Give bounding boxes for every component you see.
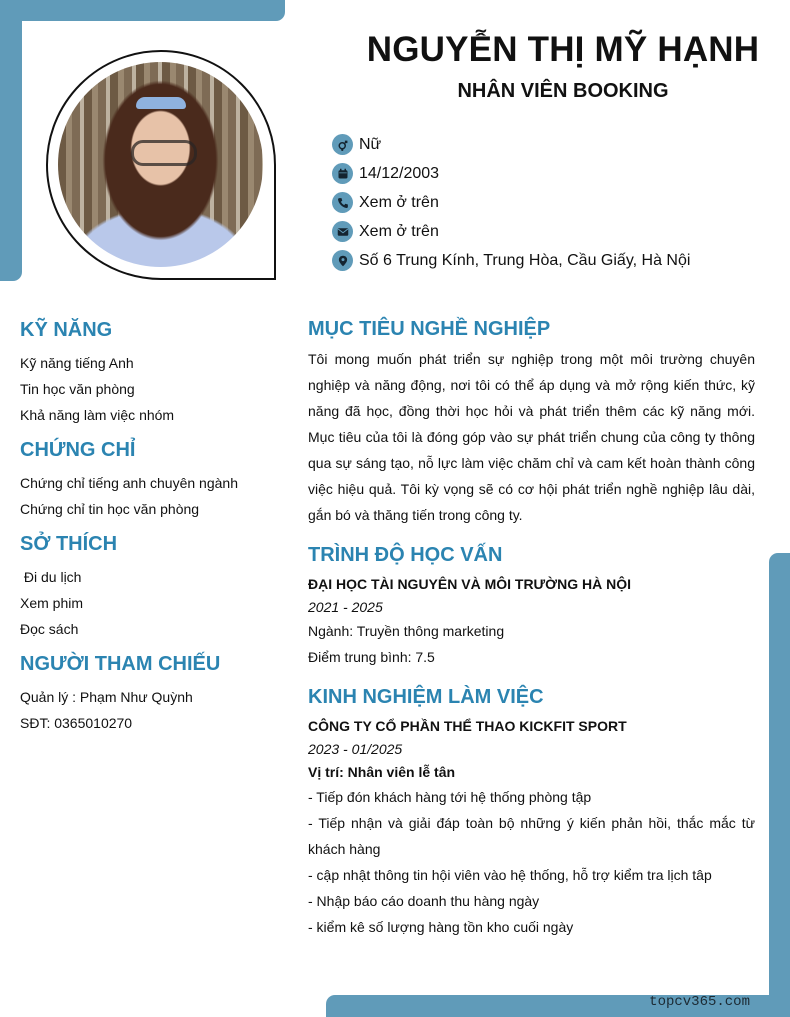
contact-phone bbox=[332, 188, 690, 217]
education-section bbox=[308, 540, 755, 670]
hobbies-section bbox=[20, 530, 285, 642]
objective-text: Tôi mong muốn phát triển sự nghiệp trong một môi trường chuyên nghiệp và năng động, nơi tôi có thể áp dụng và mở rộng kiến thức, kỹ năng đã học, đồng thời học hỏi và phát triển thêm các kỹ năng mới. Mục tiêu của tôi là đóng góp vào sự phát triển chung của công ty thông qua sự sáng tạo, nỗ lực làm việc chăm chỉ và cam kết hoàn thành công việc hiệu quả. Tôi kỳ vọng sẽ có cơ hội phát triển nghề nghiệp lâu dài, gắn bó và thăng tiến trong công ty. bbox=[308, 351, 755, 523]
objective-section bbox=[308, 314, 755, 528]
job-title: NHÂN VIÊN BOOKING bbox=[457, 80, 669, 102]
reference-item: SĐT: 0365010270 bbox=[20, 715, 133, 731]
experience-title: KINH NGHIỆM LÀM VIỆC bbox=[308, 686, 544, 708]
references-title: NGƯỜI THAM CHIẾU bbox=[20, 653, 221, 675]
location-pin-icon bbox=[332, 250, 353, 271]
skill-item: Kỹ năng tiếng Anh bbox=[20, 355, 134, 371]
phone-icon bbox=[332, 192, 353, 213]
hobby-item: Đọc sách bbox=[20, 621, 79, 637]
duty-item: - cập nhật thông tin hội viên vào hệ thống, hỗ trợ kiểm tra lịch tâp bbox=[308, 867, 712, 883]
school-name: ĐẠI HỌC TÀI NGUYÊN VÀ MÔI TRƯỜNG HÀ NỘI bbox=[308, 576, 632, 592]
company-name: CÔNG TY CỔ PHẦN THỂ THAO KICKFIT SPORT bbox=[308, 718, 627, 734]
skill-item: Khả năng làm việc nhóm bbox=[20, 407, 175, 423]
decorative-frame-left bbox=[0, 0, 22, 281]
contact-list bbox=[332, 130, 690, 275]
education-major: Ngành: Truyền thông marketing bbox=[308, 623, 505, 639]
hobby-item: Xem phim bbox=[20, 595, 84, 611]
hobby-item: Đi du lịch bbox=[20, 569, 82, 585]
certificate-item: Chứng chỉ tiếng anh chuyên ngành bbox=[20, 475, 238, 491]
email-icon bbox=[332, 221, 353, 242]
reference-item: Quản lý : Phạm Như Quỳnh bbox=[20, 689, 193, 705]
objective-title: MỤC TIÊU NGHỀ NGHIỆP bbox=[308, 318, 551, 340]
education-period: 2021 - 2025 bbox=[308, 599, 383, 615]
experience-section bbox=[308, 682, 755, 940]
email-value: Xem ở trên bbox=[359, 222, 439, 240]
certificates-section bbox=[20, 436, 285, 522]
decorative-frame-right bbox=[769, 553, 790, 1017]
candidate-name: NGUYỄN THỊ MỸ HẠNH bbox=[366, 30, 760, 69]
duty-item: - Tiếp đón khách hàng tới hệ thống phòng tập bbox=[308, 789, 592, 805]
contact-address bbox=[332, 246, 690, 275]
right-column bbox=[308, 314, 755, 952]
experience-period: 2023 - 01/2025 bbox=[308, 741, 403, 757]
skill-item: Tin học văn phòng bbox=[20, 381, 135, 397]
certificates-title: CHỨNG CHỈ bbox=[20, 439, 136, 461]
duty-item: - Nhập báo cáo doanh thu hàng ngày bbox=[308, 893, 540, 909]
education-gpa: Điểm trung bình: 7.5 bbox=[308, 649, 435, 665]
left-column bbox=[20, 316, 285, 744]
calendar-icon bbox=[332, 163, 353, 184]
gender-value: Nữ bbox=[359, 135, 382, 153]
avatar bbox=[58, 62, 263, 267]
phone-value: Xem ở trên bbox=[359, 193, 439, 211]
skills-title: KỸ NĂNG bbox=[20, 319, 113, 341]
birthdate-value: 14/12/2003 bbox=[359, 164, 440, 182]
skills-section bbox=[20, 316, 285, 428]
decorative-frame-top bbox=[0, 0, 285, 21]
contact-email bbox=[332, 217, 690, 246]
contact-gender bbox=[332, 130, 690, 159]
address-value: Số 6 Trung Kính, Trung Hòa, Cầu Giấy, Hà Nội bbox=[359, 251, 691, 269]
duty-item: - kiểm kê số lượng hàng tồn kho cuối ngày bbox=[308, 919, 574, 935]
gender-icon bbox=[332, 134, 353, 155]
hobbies-title: SỞ THÍCH bbox=[20, 533, 118, 555]
certificate-item: Chứng chỉ tin học văn phòng bbox=[20, 501, 200, 517]
duty-item: - Tiếp nhận và giải đáp toàn bộ những ý kiến phản hồi, thắc mắc từ khách hàng bbox=[308, 815, 755, 857]
watermark: topcv365.com bbox=[649, 994, 750, 1010]
references-section bbox=[20, 650, 285, 736]
experience-position: Vị trí: Nhân viên lễ tân bbox=[308, 764, 456, 780]
contact-birthdate bbox=[332, 159, 690, 188]
education-title: TRÌNH ĐỘ HỌC VẤN bbox=[308, 544, 503, 566]
